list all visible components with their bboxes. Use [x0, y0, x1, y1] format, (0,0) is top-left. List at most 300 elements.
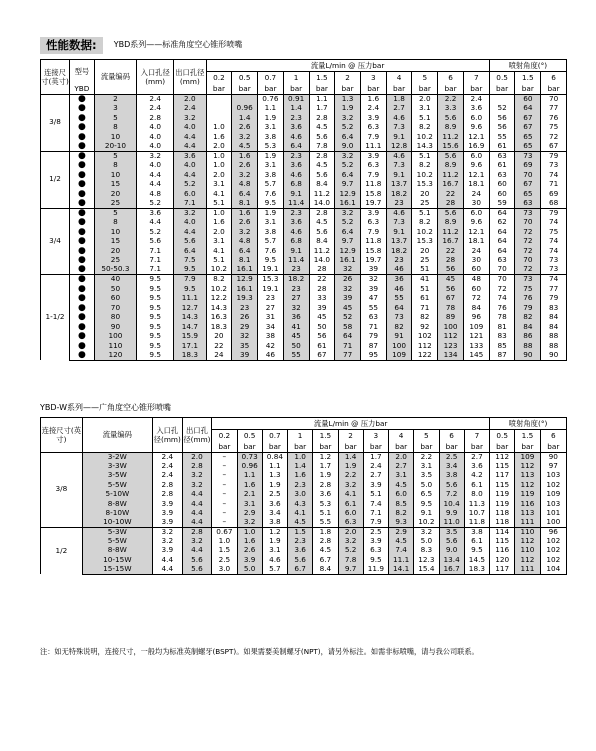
table-row	[41, 218, 567, 228]
data-cell: 11.1	[174, 294, 206, 304]
data-cell: 26	[335, 275, 361, 285]
flow-code-cell: 5-10W	[82, 490, 152, 499]
data-cell: 55	[489, 132, 515, 142]
data-cell: 16.1	[232, 284, 258, 294]
data-cell: 6.1	[464, 480, 489, 489]
data-cell: 110	[515, 546, 540, 555]
data-cell: 22	[206, 341, 232, 351]
data-cell: 18.3	[174, 351, 206, 361]
data-cell: 4.0	[174, 123, 206, 133]
data-cell: 79	[541, 294, 567, 304]
flow-code-cell: 5	[94, 151, 137, 161]
data-cell: 4.5	[288, 518, 313, 527]
data-cell: 10.2	[412, 170, 438, 180]
data-cell: 5.6	[438, 208, 464, 218]
conn-header: 连接尺寸(英寸)	[41, 60, 70, 95]
flow-header: 流量L/min @ 压力bar	[206, 60, 489, 72]
data-cell: 2.9	[237, 508, 262, 517]
data-cell: 2.3	[283, 113, 309, 123]
data-cell: 13.7	[386, 237, 412, 247]
data-cell: 3.6	[283, 123, 309, 133]
data-cell: 5.6	[182, 565, 212, 574]
data-cell: 4.5	[389, 480, 414, 489]
type-dot-icon: ●	[70, 180, 95, 190]
data-cell: 18.2	[386, 189, 412, 199]
data-cell: 62	[489, 218, 515, 228]
data-cell: 68	[541, 199, 567, 209]
data-cell: 16.1	[335, 199, 361, 209]
table-row	[41, 480, 567, 489]
data-cell: 45	[309, 313, 335, 323]
data-cell: 9.5	[414, 499, 439, 508]
data-cell: 19.7	[360, 199, 386, 209]
data-cell: 28	[309, 284, 335, 294]
flow-code-cell: 20	[94, 246, 137, 256]
data-cell: 12.9	[232, 275, 258, 285]
data-cell: 14.5	[464, 555, 489, 564]
data-cell: 118	[490, 518, 515, 527]
type-dot-icon: ●	[70, 123, 95, 133]
data-cell: 9.5	[137, 284, 174, 294]
table-row	[41, 490, 567, 499]
data-cell: 9.5	[258, 199, 284, 209]
data-cell: 2.8	[309, 151, 335, 161]
data-cell: 79	[360, 332, 386, 342]
type-dot-icon: ●	[70, 132, 95, 142]
data-cell: 122	[412, 351, 438, 361]
table-row	[41, 237, 567, 247]
data-cell: 19.1	[258, 284, 284, 294]
data-cell: 22	[438, 189, 464, 199]
data-cell: 28	[438, 256, 464, 266]
data-cell: 1.9	[313, 471, 338, 480]
data-cell: 39	[335, 294, 361, 304]
pressure-unit: bar	[258, 83, 284, 95]
data-cell: 7.2	[439, 490, 464, 499]
data-cell: 88	[515, 341, 541, 351]
flow-code-cell: 3-3W	[82, 461, 152, 470]
data-cell: 8.2	[412, 123, 438, 133]
data-cell: 10.7	[464, 508, 489, 517]
data-cell: 82	[412, 313, 438, 323]
data-cell: 9.5	[137, 322, 174, 332]
data-cell: 4.4	[174, 132, 206, 142]
data-cell: 8.1	[232, 256, 258, 266]
data-cell: 9.6	[463, 123, 489, 133]
data-cell: 2.4	[463, 94, 489, 104]
data-cell: 56	[438, 284, 464, 294]
outlet-header: 出口孔径(mm)	[174, 60, 206, 95]
data-cell: 4.4	[137, 218, 174, 228]
data-cell: 9.1	[386, 132, 412, 142]
data-cell: 12.1	[463, 227, 489, 237]
table-row	[41, 208, 567, 218]
data-cell: 115	[490, 480, 515, 489]
data-cell: 3.2	[182, 480, 212, 489]
flow-code-cell: 15-15W	[82, 565, 152, 574]
data-cell: 4.5	[389, 537, 414, 546]
data-cell: 1.4	[288, 461, 313, 470]
data-cell: 2.3	[283, 208, 309, 218]
pressure-unit: bar	[414, 441, 439, 453]
data-cell: 100	[438, 322, 464, 332]
data-cell: 2.3	[288, 480, 313, 489]
data-cell: 9.0	[335, 142, 361, 152]
data-cell: 3.9	[363, 480, 388, 489]
data-cell: 4.4	[174, 170, 206, 180]
data-cell: 78	[438, 303, 464, 313]
data-cell: 8.9	[438, 161, 464, 171]
data-cell: 3.9	[152, 499, 182, 508]
pressure-unit: bar	[439, 441, 464, 453]
data-cell: 2.4	[174, 104, 206, 114]
data-cell: 120	[490, 555, 515, 564]
data-cell: 1.5	[212, 546, 237, 555]
data-cell: 6.4	[335, 170, 361, 180]
data-cell: 109	[515, 452, 540, 461]
data-cell: 39	[232, 351, 258, 361]
data-cell: –	[212, 452, 237, 461]
table-row	[41, 161, 567, 171]
conn-size-cell: 1/2	[41, 151, 70, 208]
data-cell: 5.1	[412, 113, 438, 123]
data-cell: 9.1	[386, 227, 412, 237]
data-cell: 16.1	[335, 256, 361, 266]
data-cell: 18.3	[206, 322, 232, 332]
data-cell: 84	[463, 303, 489, 313]
data-cell: 36	[386, 275, 412, 285]
data-cell: 39	[360, 265, 386, 275]
data-cell: 4.1	[206, 246, 232, 256]
data-cell: 3.9	[152, 518, 182, 527]
data-cell: 2.8	[313, 537, 338, 546]
data-cell: 88	[541, 332, 567, 342]
data-cell: 4.5	[309, 161, 335, 171]
data-cell: 63	[489, 151, 515, 161]
data-cell: 7.4	[363, 499, 388, 508]
data-cell: 15.6	[438, 142, 464, 152]
data-cell: 18.1	[463, 180, 489, 190]
data-cell: 3.9	[360, 113, 386, 123]
data-cell: 7.1	[137, 265, 174, 275]
data-cell: 33	[309, 294, 335, 304]
data-cell: 5.2	[137, 199, 174, 209]
data-cell: 2.7	[389, 461, 414, 470]
data-cell: 2.6	[232, 123, 258, 133]
data-cell: 11.8	[360, 180, 386, 190]
data-cell: 110	[515, 527, 540, 536]
data-cell: 4.5	[309, 123, 335, 133]
data-cell: 73	[515, 208, 541, 218]
table-row	[41, 332, 567, 342]
data-cell: 4.5	[232, 142, 258, 152]
data-cell: 6.4	[283, 142, 309, 152]
data-cell: 1.0	[237, 527, 262, 536]
data-cell: 7.1	[137, 256, 174, 266]
data-cell: 3.8	[262, 518, 287, 527]
type-dot-icon: ●	[70, 313, 95, 323]
data-cell: 11.1	[389, 555, 414, 564]
data-cell: 39	[309, 303, 335, 313]
data-cell: 5.5	[313, 518, 338, 527]
data-cell: 84	[541, 313, 567, 323]
data-cell: 5.6	[439, 480, 464, 489]
type-dot-icon: ●	[70, 94, 95, 104]
data-cell: 4.5	[313, 546, 338, 555]
flow-code-cell: 90	[94, 322, 137, 332]
data-cell: 1.0	[206, 123, 232, 133]
data-cell: 5.0	[414, 537, 439, 546]
data-cell: 8.4	[309, 237, 335, 247]
data-cell: 55	[283, 351, 309, 361]
data-cell: 3.2	[338, 537, 363, 546]
table-row	[41, 518, 567, 527]
data-cell: 3.6	[464, 461, 489, 470]
pressure-value: 6	[541, 71, 567, 83]
data-cell: 95	[360, 351, 386, 361]
data-cell: –	[212, 490, 237, 499]
data-cell: 72	[515, 227, 541, 237]
data-cell: 3.1	[389, 471, 414, 480]
section-title: 性能数据:	[40, 37, 103, 54]
data-cell: 3.2	[232, 132, 258, 142]
data-cell: 51	[412, 265, 438, 275]
data-cell: 45	[283, 332, 309, 342]
data-cell: 2.4	[137, 94, 174, 104]
section-header	[40, 34, 242, 51]
pressure-value: 1.5	[309, 71, 335, 83]
data-cell: 112	[515, 555, 540, 564]
data-cell: 3.6	[174, 151, 206, 161]
type-dot-icon: ●	[70, 256, 95, 266]
data-cell: 11.2	[309, 189, 335, 199]
data-cell: 15.9	[174, 332, 206, 342]
data-cell: 1.6	[360, 94, 386, 104]
data-cell: 1.1	[262, 461, 287, 470]
flow-code-cell: 8-8W	[82, 499, 152, 508]
data-cell: 5.1	[412, 151, 438, 161]
data-cell: 6.1	[464, 537, 489, 546]
table-row	[41, 113, 567, 123]
data-cell: 2.5	[212, 555, 237, 564]
data-cell: 52	[489, 104, 515, 114]
data-cell: 2.3	[288, 537, 313, 546]
pressure-unit: bar	[262, 441, 287, 453]
data-cell: 116	[490, 546, 515, 555]
table-row	[41, 546, 567, 555]
data-cell: 23	[232, 303, 258, 313]
pressure-value: 1	[283, 71, 309, 83]
data-cell: 0.96	[232, 104, 258, 114]
data-cell: 1.2	[262, 527, 287, 536]
data-cell: 5.6	[288, 555, 313, 564]
data-cell: 74	[541, 170, 567, 180]
data-cell: 7.9	[360, 170, 386, 180]
data-cell: 3.3	[438, 104, 464, 114]
data-cell: 1.5	[288, 527, 313, 536]
data-cell: 8.0	[464, 490, 489, 499]
data-cell: 75	[541, 123, 567, 133]
table-row	[41, 351, 567, 361]
pressure-unit: bar	[360, 83, 386, 95]
data-cell: 3.2	[335, 113, 361, 123]
data-cell: 18.1	[463, 237, 489, 247]
table-row	[41, 94, 567, 104]
data-cell: 2.0	[182, 452, 212, 461]
table-row	[41, 170, 567, 180]
data-cell: 64	[515, 104, 541, 114]
data-cell: 1.4	[232, 113, 258, 123]
pressure-unit: bar	[464, 441, 489, 453]
data-cell: 30	[463, 256, 489, 266]
data-cell: 3.1	[206, 180, 232, 190]
data-cell: 6.7	[313, 555, 338, 564]
data-cell: 14.0	[309, 199, 335, 209]
data-cell: 102	[540, 546, 566, 555]
data-cell: 9.5	[137, 313, 174, 323]
data-cell: 7.4	[389, 546, 414, 555]
data-cell: 76	[541, 113, 567, 123]
data-cell: 29	[232, 322, 258, 332]
data-cell: 2.4	[360, 104, 386, 114]
data-cell: 112	[438, 332, 464, 342]
data-cell: 2.4	[152, 461, 182, 470]
data-cell: 6.5	[414, 490, 439, 499]
data-cell: 18.3	[464, 565, 489, 574]
table-row	[41, 104, 567, 114]
data-cell	[206, 104, 232, 114]
data-cell: 3.1	[258, 123, 284, 133]
data-cell: 4.0	[137, 132, 174, 142]
data-cell: 77	[541, 104, 567, 114]
data-cell: 8.3	[414, 546, 439, 555]
data-cell: 8.4	[309, 180, 335, 190]
data-cell: 52	[335, 313, 361, 323]
type-dot-icon: ●	[70, 275, 95, 285]
table-row	[41, 471, 567, 480]
data-cell: 3.9	[363, 537, 388, 546]
data-cell: 63	[489, 170, 515, 180]
data-cell: 119	[490, 499, 515, 508]
data-cell: 65	[515, 142, 541, 152]
data-cell: 6.8	[283, 237, 309, 247]
data-cell: 96	[540, 527, 566, 536]
flow-header: 流量L/min @ 压力bar	[212, 418, 490, 430]
data-cell: 5.1	[206, 256, 232, 266]
data-cell: 56	[489, 113, 515, 123]
data-cell: 5.1	[206, 199, 232, 209]
data-cell: 123	[438, 341, 464, 351]
data-cell: 6.4	[335, 132, 361, 142]
data-cell: 7.9	[174, 275, 206, 285]
data-cell: 3.1	[237, 499, 262, 508]
data-cell: 3.1	[412, 104, 438, 114]
data-cell: 11.2	[309, 246, 335, 256]
data-cell: 1.1	[237, 471, 262, 480]
data-cell: 79	[541, 208, 567, 218]
data-cell: 9.1	[283, 246, 309, 256]
type-dot-icon: ●	[70, 303, 95, 313]
data-cell: 2.0	[206, 142, 232, 152]
type-dot-icon: ●	[70, 161, 95, 171]
angle-header: 喷射角度(°)	[490, 418, 567, 430]
type-dot-icon: ●	[70, 322, 95, 332]
data-cell: 46	[386, 265, 412, 275]
data-cell: 71	[412, 303, 438, 313]
conn-size-cell: 3/8	[41, 452, 83, 527]
data-cell: 27	[258, 303, 284, 313]
flow-code-cell: 5-5W	[82, 480, 152, 489]
data-cell: 87	[360, 341, 386, 351]
data-cell: 5.2	[335, 123, 361, 133]
data-cell: 32	[232, 332, 258, 342]
data-cell: 1.0	[206, 151, 232, 161]
data-cell: 6.1	[338, 499, 363, 508]
data-cell: 113	[515, 471, 540, 480]
data-cell: 2.0	[206, 170, 232, 180]
data-cell: 24	[463, 246, 489, 256]
data-cell: –	[212, 480, 237, 489]
data-cell: 2.0	[412, 94, 438, 104]
data-cell: 63	[489, 256, 515, 266]
data-cell: 14.0	[309, 256, 335, 266]
data-cell: 48	[463, 275, 489, 285]
data-cell: 58	[335, 322, 361, 332]
data-cell: 2.0	[206, 227, 232, 237]
pressure-value: 3	[360, 71, 386, 83]
data-cell: 60	[463, 284, 489, 294]
table-row	[41, 142, 567, 152]
data-cell: 97	[540, 461, 566, 470]
data-cell: 12.1	[463, 132, 489, 142]
data-cell: 6.3	[363, 546, 388, 555]
data-cell: 16.1	[232, 265, 258, 275]
data-cell: 4.8	[232, 180, 258, 190]
data-cell: 18.2	[386, 246, 412, 256]
data-cell: 114	[490, 527, 515, 536]
data-cell: 4.0	[137, 142, 174, 152]
data-cell: 5.2	[137, 227, 174, 237]
data-cell: 1.6	[237, 480, 262, 489]
data-cell: 92	[412, 322, 438, 332]
data-cell: 5.6	[309, 132, 335, 142]
data-cell	[206, 94, 232, 104]
data-cell: 3.9	[360, 151, 386, 161]
data-cell: 30	[463, 199, 489, 209]
data-cell: 111	[515, 565, 540, 574]
ybd-w-performance-table	[40, 417, 567, 575]
pressure-value: 6	[540, 429, 566, 441]
data-cell: 2.7	[386, 104, 412, 114]
data-cell: 51	[412, 284, 438, 294]
pressure-unit: bar	[438, 83, 464, 95]
data-cell: 3.2	[182, 537, 212, 546]
data-cell: 6.8	[283, 180, 309, 190]
data-cell: 32	[335, 265, 361, 275]
flow-code-cell: 25	[94, 199, 137, 209]
table-row	[41, 537, 567, 546]
data-cell: 41	[412, 275, 438, 285]
data-cell: 70	[515, 218, 541, 228]
data-cell: 9.5	[258, 256, 284, 266]
conn-size-cell: 3/8	[41, 94, 70, 151]
data-cell: 7.9	[360, 132, 386, 142]
data-cell: 9.1	[414, 508, 439, 517]
data-cell: 71	[360, 322, 386, 332]
data-cell: 1.8	[386, 94, 412, 104]
pressure-value: 1.5	[515, 429, 540, 441]
data-cell: 56	[309, 332, 335, 342]
